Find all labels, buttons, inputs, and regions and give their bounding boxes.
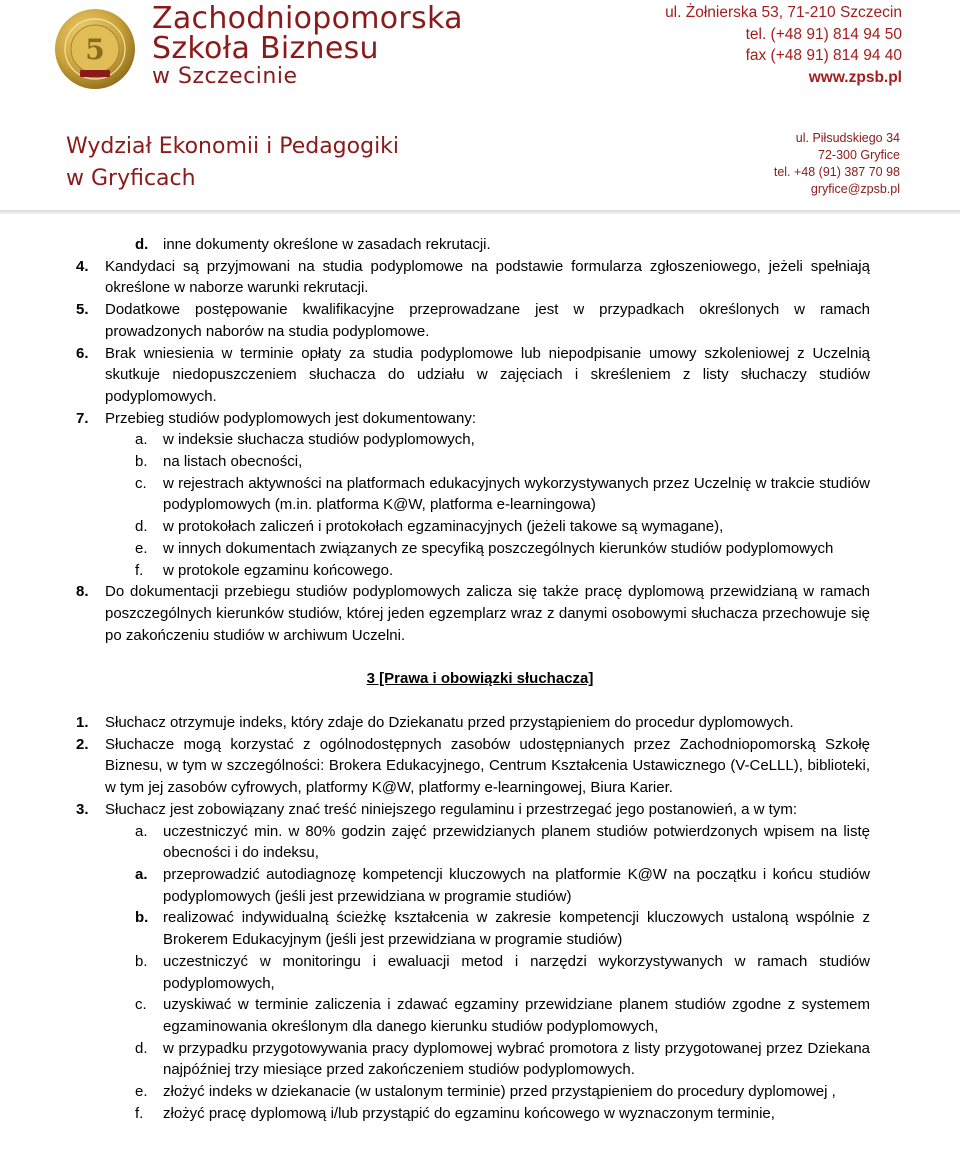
sub-list-item [135,560,870,582]
list-item [76,712,870,734]
sub-list-item [135,1103,870,1125]
faculty-line: w Gryficach [66,166,196,191]
item-letter: a. [135,865,148,883]
list-item [76,408,870,430]
item-letter: b. [135,453,148,471]
item-text: realizować indywidualną ścieżkę kształcenia w zakresie kompetencji kluczowych ustaloną wspólnie z Brokerem Edukacyjnym (jeśli jest przewidziana w programie studiów) [163,909,870,949]
item-number: 8. [76,583,89,601]
sub-list-item [135,1081,870,1103]
list-item [76,343,870,408]
item-letter: e. [135,539,148,557]
sub-list-item [135,821,870,864]
main-contact [665,2,902,88]
list-item [76,734,870,799]
item-text: uczestniczyć min. w 80% godzin zajęć przewidzianych planem studiów potwierdzonych wpisem na listę obecności i do indeksu, [163,822,870,862]
header-divider [0,210,960,214]
sub-list-item [135,907,870,950]
item-text: Do dokumentacji przebiegu studiów podyplomowych zalicza się także pracę dyplomową przewidzianą w ramach poszczególnych kierunków studiów, której jeden egzemplarz wraz z danymi osobowymi słuchacza przechowuje się po zakończeniu studiów w archiwum Uczelni. [105,583,870,644]
school-name-line: Szkoła Biznesu [152,31,379,66]
item-text: uczestniczyć w monitoringu i ewaluacji metod i narzędzi wykorzystywanych w ramach studiów podyplomowych, [163,952,870,992]
item-letter: a. [135,431,148,449]
main-address: ul. Żołnierska 53, 71-210 Szczecin [665,4,902,21]
item-letter: d. [135,518,148,536]
item-letter: b. [135,952,148,970]
item-text: Słuchacz jest zobowiązany znać treść niniejszego regulaminu i przestrzegać jego postanowień, a w tym: [105,800,798,818]
list-item [76,256,870,299]
item-number: 5. [76,301,89,319]
item-text: inne dokumenty określone w zasadach rekrutacji. [163,236,491,253]
item-letter: c. [135,474,147,492]
item-text: złożyć pracę dyplomową i/lub przystąpić do egzaminu końcowego w wyznaczonym terminie, [163,1104,775,1122]
list-item [76,799,870,821]
item-text: Brak wniesienia w terminie opłaty za studia podyplomowe lub niepodpisanie umowy szkoleniowej z Uczelnią skutkuje niedopuszczeniem słuchacza do udziału w zajęciach i skreśleniem z listy słuchaczy studiów podyplomowych. [105,344,870,405]
sub-list-item [135,994,870,1037]
sub-list-item [135,538,870,560]
item-number: 1. [76,714,89,732]
sub-list-item [135,951,870,994]
list-item [76,299,870,342]
item-number: 7. [76,409,89,427]
branch-city: 72-300 Gryfice [818,148,900,162]
svg-text:5: 5 [85,33,105,66]
item-text: Dodatkowe postępowanie kwalifikacyjne przeprowadzane jest w przypadkach określonych w ramach prowadzonych naborów na studia podyplomowe. [105,301,870,340]
main-fax: fax (+48 91) 814 94 40 [745,47,902,64]
faculty-line: Wydział Ekonomii i Pedagogiki [66,134,400,159]
item-text: Przebieg studiów podyplomowych jest dokumentowany: [105,409,477,427]
document-body [0,234,960,1124]
school-seal-logo [54,8,136,90]
list-item [135,234,870,256]
item-number: 4. [76,257,89,275]
item-text: przeprowadzić autodiagnozę kompetencji kluczowych na platformie K@W na początku i końcu studiów podyplomowych (jeśli jest przewidziana w programie studiów) [163,865,870,905]
branch-tel: tel. +48 (91) 387 70 98 [773,165,900,179]
item-letter: a. [135,822,148,840]
main-tel: tel. (+48 91) 814 94 50 [745,25,902,43]
item-text: w protokołach zaliczeń i protokołach egzaminacyjnych (jeżeli takowe są wymagane), [163,518,724,536]
item-text: Słuchacze mogą korzystać z ogólnodostępnych zasobów udostępnianych przez Zachodniopomorską Szkołę Biznesu, w tym w szczególności: Brokera Edukacyjnego, Centrum Kształcenia Ustawicznego (V-CeLLL), biblioteki, w tym jej zasobów cyfrowych, platformy K@W, platformy e-learningowej, Biura Karier. [105,735,870,797]
item-letter: e. [135,1083,148,1101]
item-text: w rejestrach aktywności na platformach edukacyjnych wykorzystywanych przez Uczelnię w trakcie studiów podyplomowych (m.in. platforma K@W, platforma e-learningowa) [163,474,870,514]
school-name [152,1,463,90]
item-text: uzyskiwać w terminie zaliczenia i zdawać egzaminy przewidziane planem studiów zgodne z systemem egzaminowania określonym dla danego kierunku studiów podyplomowych, [163,996,870,1035]
item-text: złożyć indeks w dziekanacie (w ustalonym terminie) przed przystąpieniem do procedury dyplomowej , [163,1083,836,1101]
item-letter: f. [135,561,144,579]
item-number: 6. [76,344,89,362]
sub-list-item [135,1038,870,1081]
branch-address: ul. Piłsudskiego 34 [795,131,900,145]
letterhead [0,0,960,215]
item-letter: d. [135,1039,148,1057]
item-text: w indeksie słuchacza studiów podyplomowych, [163,431,475,449]
item-text: w przypadku przygotowywania pracy dyplomowej wybrać promotora z listy przygotowanej przez Dziekana najpóźniej trzy miesiące przed zakończeniem studiów podyplomowych. [163,1039,870,1079]
item-text: w innych dokumentach związanych ze specyfiką poszczególnych kierunków studiów podyplomowych [163,539,834,557]
branch-contact [774,130,900,198]
item-text: na listach obecności, [163,453,303,471]
item-letter: c. [135,996,147,1014]
item-letter: f. [135,1104,144,1122]
school-name-line: Zachodniopomorska [152,1,463,36]
sub-list-item [135,451,870,473]
faculty-name [66,131,399,195]
branch-email-link[interactable]: gryfice@zpsb.pl [810,182,900,196]
item-number: d. [135,236,149,253]
item-text: Kandydaci są przyjmowani na studia podyplomowe na podstawie formularza zgłoszeniowego, jeżeli spełniają określone w naborze warunki rekrutacji. [105,257,870,297]
item-number: 2. [76,735,89,753]
sub-list-item [135,473,870,516]
sub-list-item [135,516,870,538]
main-website-link[interactable]: www.zpsb.pl [808,68,902,86]
item-text: Słuchacz otrzymuje indeks, który zdaje do Dziekanatu przed przystąpieniem do procedur dyplomowych. [105,714,794,732]
section-heading: 3 [Prawa i obowiązki słuchacza] [366,670,594,688]
school-name-line: w Szczecinie [152,64,298,89]
item-text: w protokole egzaminu końcowego. [163,561,394,579]
item-number: 3. [76,800,89,818]
sub-list-item [135,864,870,907]
sub-list-item [135,429,870,451]
item-letter: b. [135,909,149,927]
list-item [76,581,870,646]
